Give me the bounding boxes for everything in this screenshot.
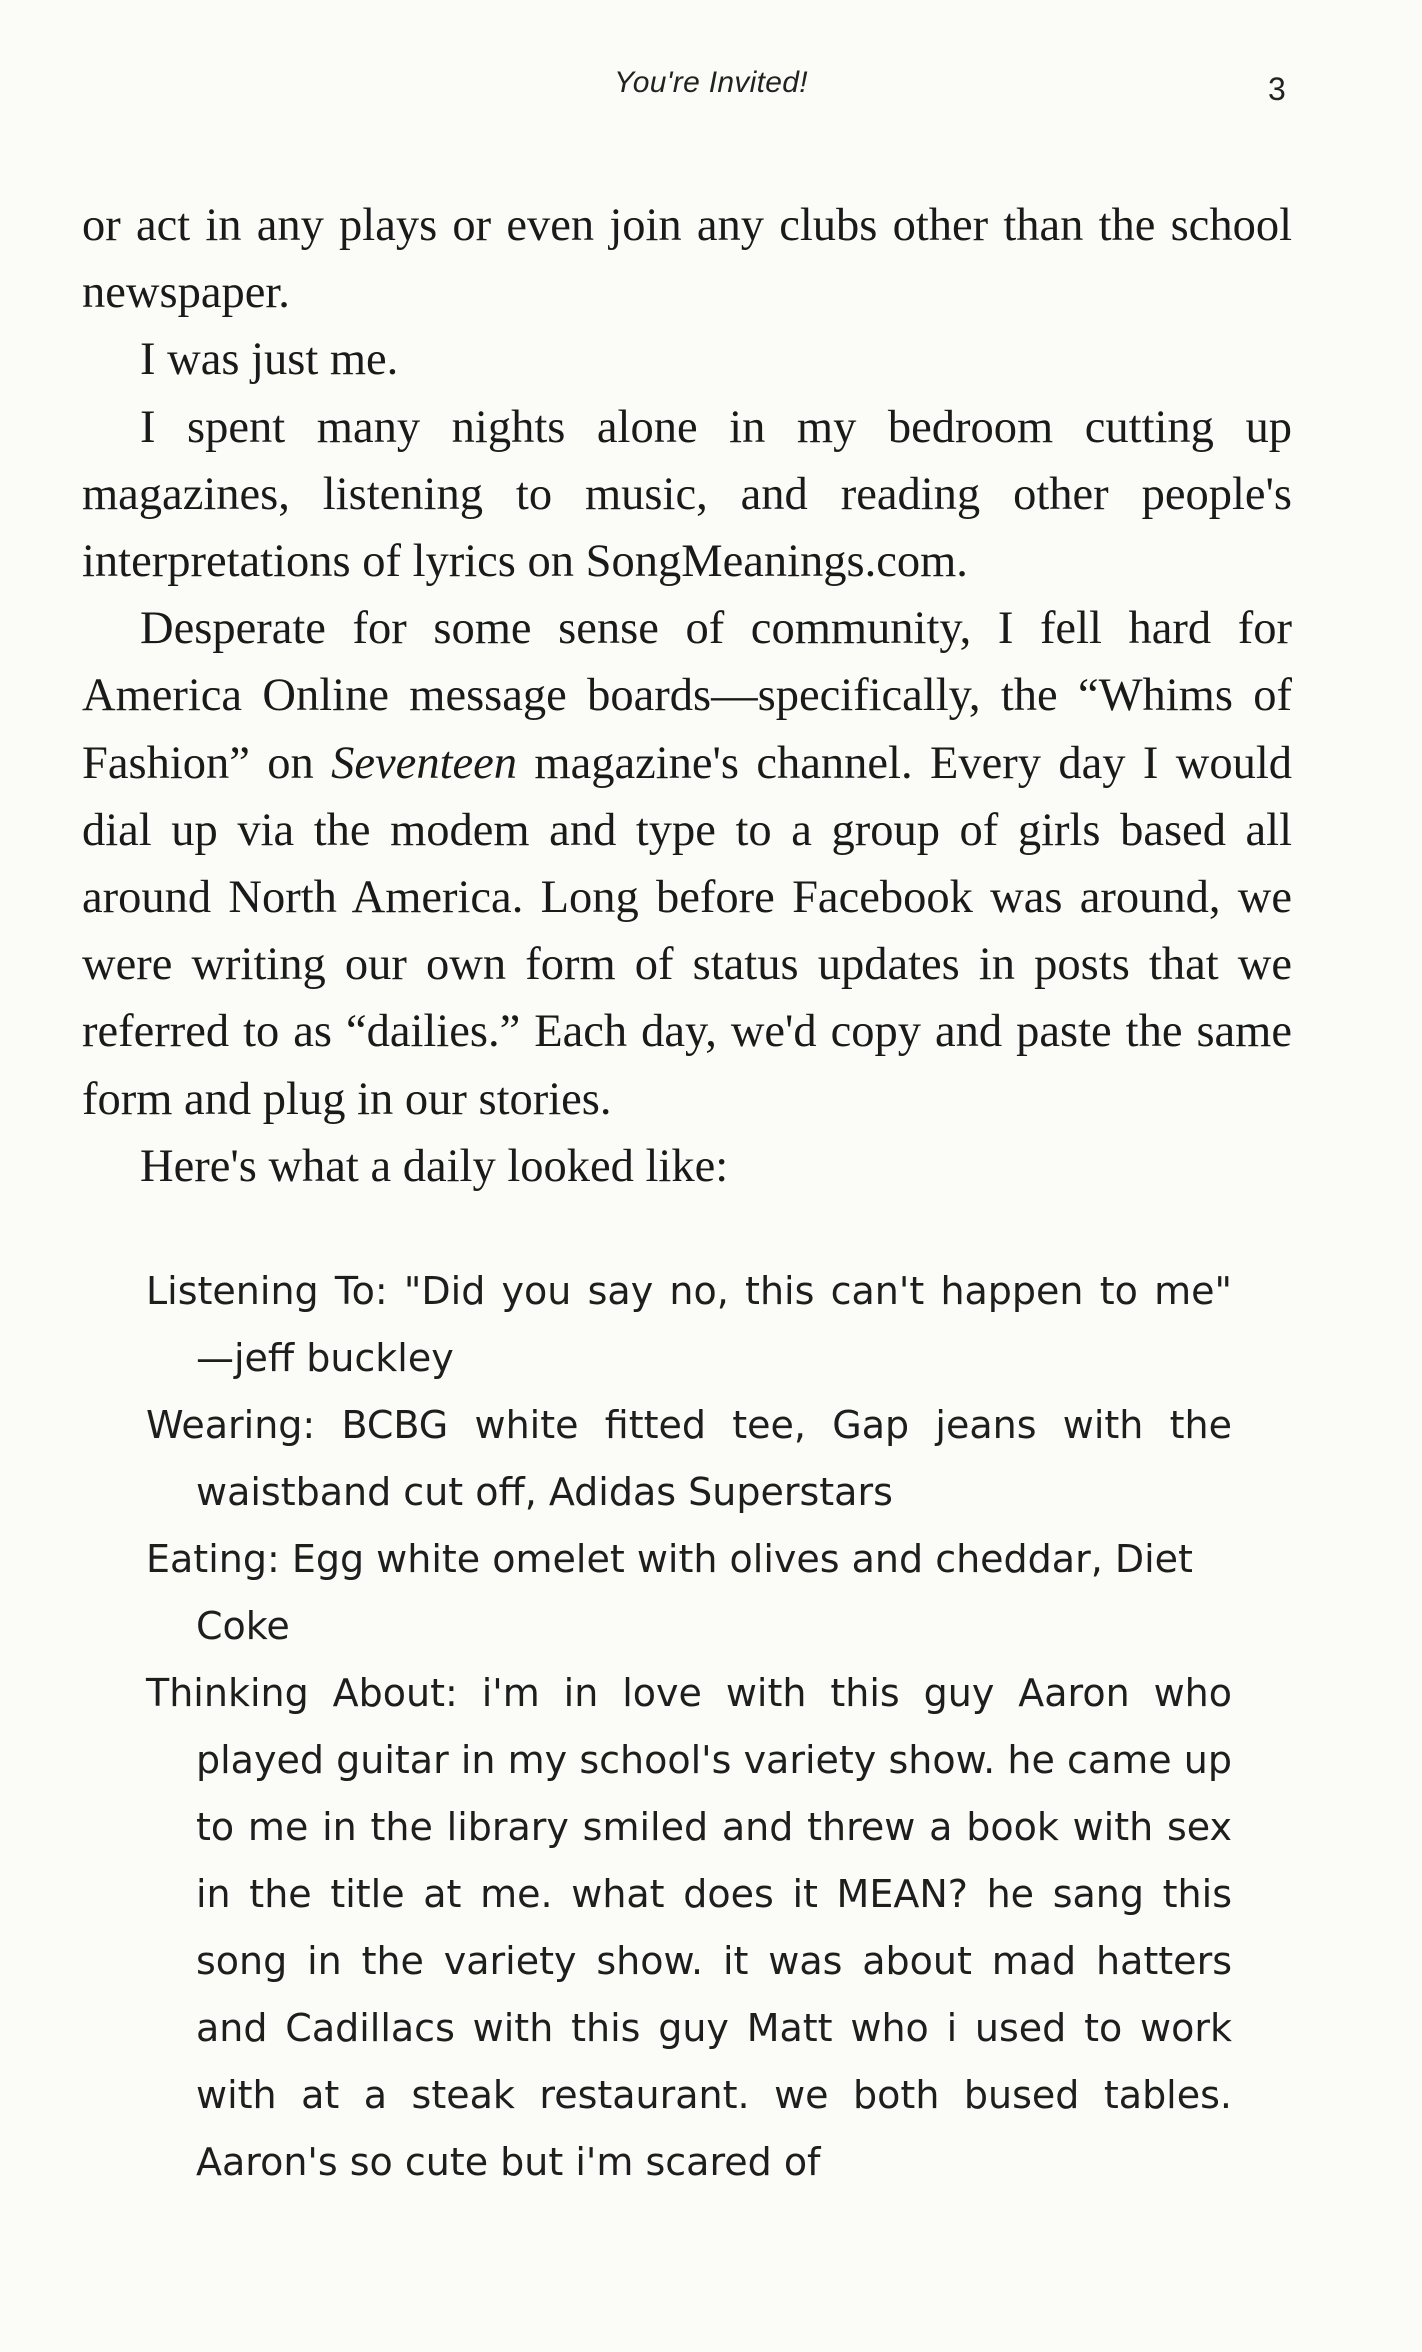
daily-text: i'm in love with this guy Aaron who played guitar in my school's variety show. he came up to me in the library smiled and threw a book with sex in the title at me. what does it MEAN? he sang this song in the variety show. it was about mad hatters and Cadillacs with this guy Matt who i used to work with at a steak restaurant. we both bused tables. Aaron's so cute but i'm scared of <box>196 1671 1233 2184</box>
daily-entry-listening <box>146 1258 1232 1392</box>
daily-text: Egg white omelet with olives and cheddar, Diet Coke <box>196 1537 1193 1648</box>
paragraph-community-part-1: Desperate for some sense of community, I fell hard for America Online message boards—specifically, the “Whims of Fashion” on <box>82 603 1292 789</box>
magazine-title: Seventeen <box>331 737 518 789</box>
body-text <box>82 192 1292 1200</box>
daily-entry-wearing <box>146 1392 1232 1526</box>
daily-text: BCBG white fitted tee, Gap jeans with the waistband cut off, Adidas Superstars <box>196 1403 1232 1514</box>
paragraph-continuation: or act in any plays or even join any clubs other than the school newspaper. <box>82 200 1292 319</box>
daily-label: Wearing: <box>146 1403 316 1447</box>
paragraph-community-part-2: magazine's channel. Every day I would dial up via the modem and type to a group of girls based all around North America. Long before Facebook was around, we were writing our own form of status updates in posts that we referred to as “dailies.” Each day, we'd copy and paste the same form and plug in our stories. <box>82 737 1293 1125</box>
running-title: You're Invited! <box>614 66 808 99</box>
page-number: 3 <box>1268 71 1286 107</box>
paragraph-daily-intro: Here's what a daily looked like: <box>140 1140 729 1192</box>
paragraph-community <box>82 595 1292 1133</box>
daily-post <box>146 1258 1232 2196</box>
daily-entry-thinking <box>146 1660 1232 2196</box>
daily-label: Thinking About: <box>146 1671 458 1715</box>
daily-text: "Did you say no, this can't happen to me" —jeff buckley <box>196 1269 1232 1380</box>
paragraph-nights-alone: I spent many nights alone in my bedroom cutting up magazines, listening to music, and reading other people's interpretations of lyrics on SongMeanings.com. <box>82 401 1292 588</box>
paragraph-just-me: I was just me. <box>140 334 399 386</box>
running-head <box>0 66 1422 116</box>
daily-label: Listening To: <box>146 1269 388 1313</box>
daily-label: Eating: <box>146 1537 280 1581</box>
daily-entry-eating <box>146 1526 1232 1660</box>
